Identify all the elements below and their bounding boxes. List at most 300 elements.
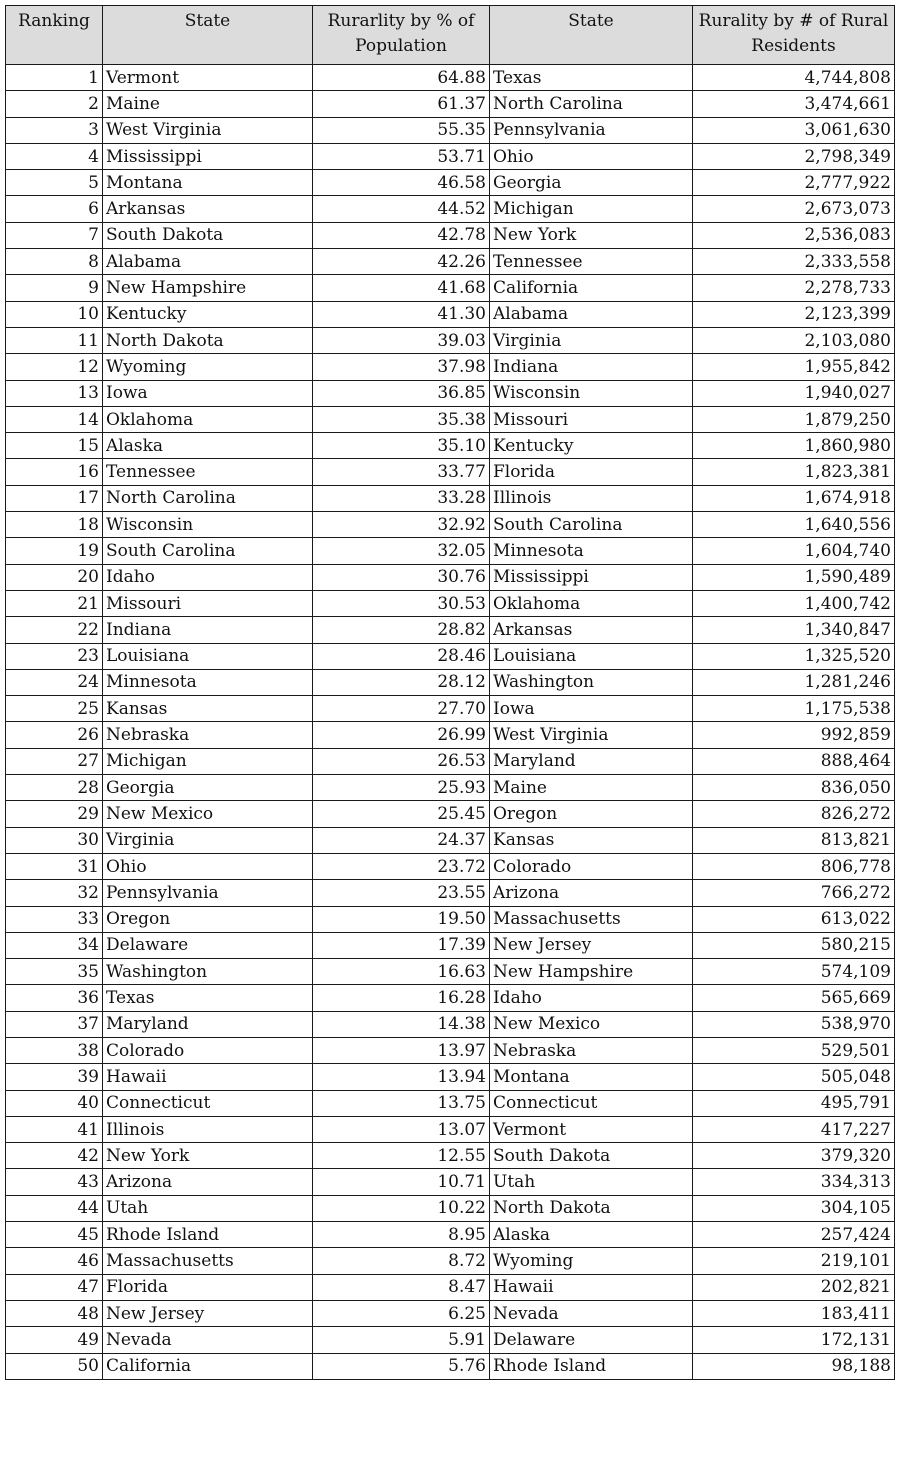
- rurality-num-cell: 2,103,080: [693, 327, 895, 353]
- rurality-num-cell: 826,272: [693, 801, 895, 827]
- rurality-num-cell: 574,109: [693, 959, 895, 985]
- state-by-num-cell: Tennessee: [490, 249, 693, 275]
- state-by-num-cell: Iowa: [490, 696, 693, 722]
- rurality-pct-cell: 25.45: [313, 801, 490, 827]
- rurality-num-cell: 1,281,246: [693, 669, 895, 695]
- rank-cell: 34: [6, 932, 103, 958]
- header-state-pct: State: [103, 6, 313, 65]
- state-by-pct-cell: Kentucky: [103, 301, 313, 327]
- state-by-pct-cell: Wisconsin: [103, 512, 313, 538]
- header-rurality-num: Rurality by # of Rural Residents: [693, 6, 895, 65]
- table-row: [6, 696, 895, 722]
- table-row: [6, 354, 895, 380]
- state-by-pct-cell: Vermont: [103, 65, 313, 91]
- table-row: [6, 433, 895, 459]
- state-by-pct-cell: Hawaii: [103, 1064, 313, 1090]
- header-state-num: State: [490, 6, 693, 65]
- rurality-pct-cell: 32.92: [313, 512, 490, 538]
- state-by-num-cell: Indiana: [490, 354, 693, 380]
- state-by-num-cell: Alabama: [490, 301, 693, 327]
- table-row: [6, 327, 895, 353]
- state-by-pct-cell: Illinois: [103, 1116, 313, 1142]
- table-row: [6, 669, 895, 695]
- rank-cell: 43: [6, 1169, 103, 1195]
- rurality-pct-cell: 64.88: [313, 65, 490, 91]
- rurality-num-cell: 2,798,349: [693, 143, 895, 169]
- state-by-num-cell: Ohio: [490, 143, 693, 169]
- state-by-pct-cell: Minnesota: [103, 669, 313, 695]
- rank-cell: 49: [6, 1327, 103, 1353]
- state-by-pct-cell: Nevada: [103, 1327, 313, 1353]
- rurality-num-cell: 4,744,808: [693, 65, 895, 91]
- state-by-num-cell: Massachusetts: [490, 906, 693, 932]
- rurality-pct-cell: 5.76: [313, 1353, 490, 1379]
- rurality-num-cell: 836,050: [693, 775, 895, 801]
- state-by-pct-cell: Ohio: [103, 853, 313, 879]
- state-by-pct-cell: Virginia: [103, 827, 313, 853]
- state-by-pct-cell: New Jersey: [103, 1300, 313, 1326]
- rurality-num-cell: 2,333,558: [693, 249, 895, 275]
- rank-cell: 22: [6, 617, 103, 643]
- rurality-num-cell: 417,227: [693, 1116, 895, 1142]
- rank-cell: 25: [6, 696, 103, 722]
- rank-cell: 42: [6, 1143, 103, 1169]
- rank-cell: 26: [6, 722, 103, 748]
- table-row: [6, 117, 895, 143]
- rurality-num-cell: 1,879,250: [693, 406, 895, 432]
- table-row: [6, 643, 895, 669]
- rurality-pct-cell: 25.93: [313, 775, 490, 801]
- state-by-pct-cell: Arizona: [103, 1169, 313, 1195]
- rurality-num-cell: 202,821: [693, 1274, 895, 1300]
- state-by-pct-cell: North Dakota: [103, 327, 313, 353]
- rank-cell: 40: [6, 1090, 103, 1116]
- table-row: [6, 143, 895, 169]
- rurality-pct-cell: 33.28: [313, 485, 490, 511]
- rank-cell: 44: [6, 1195, 103, 1221]
- state-by-pct-cell: Kansas: [103, 696, 313, 722]
- state-by-pct-cell: Nebraska: [103, 722, 313, 748]
- state-by-pct-cell: Michigan: [103, 748, 313, 774]
- table-row: [6, 65, 895, 91]
- state-by-num-cell: New Jersey: [490, 932, 693, 958]
- rurality-pct-cell: 44.52: [313, 196, 490, 222]
- rank-cell: 24: [6, 669, 103, 695]
- table-row: [6, 1037, 895, 1063]
- rurality-num-cell: 1,955,842: [693, 354, 895, 380]
- state-by-num-cell: Oklahoma: [490, 590, 693, 616]
- rurality-num-cell: 2,278,733: [693, 275, 895, 301]
- rurality-num-cell: 766,272: [693, 880, 895, 906]
- rurality-num-cell: 495,791: [693, 1090, 895, 1116]
- rurality-pct-cell: 35.38: [313, 406, 490, 432]
- state-by-num-cell: Pennsylvania: [490, 117, 693, 143]
- rurality-num-cell: 1,604,740: [693, 538, 895, 564]
- state-by-num-cell: Colorado: [490, 853, 693, 879]
- state-by-pct-cell: Washington: [103, 959, 313, 985]
- rurality-num-cell: 613,022: [693, 906, 895, 932]
- state-by-num-cell: Oregon: [490, 801, 693, 827]
- table-row: [6, 1090, 895, 1116]
- table-row: [6, 827, 895, 853]
- state-by-num-cell: Nevada: [490, 1300, 693, 1326]
- rurality-pct-cell: 32.05: [313, 538, 490, 564]
- rurality-num-cell: 3,474,661: [693, 91, 895, 117]
- table-row: [6, 512, 895, 538]
- rurality-pct-cell: 28.82: [313, 617, 490, 643]
- rurality-pct-cell: 24.37: [313, 827, 490, 853]
- rank-cell: 35: [6, 959, 103, 985]
- rank-cell: 31: [6, 853, 103, 879]
- rurality-num-cell: 3,061,630: [693, 117, 895, 143]
- rank-cell: 14: [6, 406, 103, 432]
- state-by-pct-cell: Montana: [103, 170, 313, 196]
- rank-cell: 4: [6, 143, 103, 169]
- table-row: [6, 1195, 895, 1221]
- rank-cell: 29: [6, 801, 103, 827]
- rurality-num-cell: 183,411: [693, 1300, 895, 1326]
- rank-cell: 39: [6, 1064, 103, 1090]
- rurality-pct-cell: 13.07: [313, 1116, 490, 1142]
- state-by-num-cell: Kentucky: [490, 433, 693, 459]
- state-by-pct-cell: Iowa: [103, 380, 313, 406]
- table-row: [6, 1143, 895, 1169]
- state-by-num-cell: Texas: [490, 65, 693, 91]
- rurality-pct-cell: 5.91: [313, 1327, 490, 1353]
- state-by-pct-cell: New Hampshire: [103, 275, 313, 301]
- rurality-num-cell: 379,320: [693, 1143, 895, 1169]
- table-row: [6, 91, 895, 117]
- rank-cell: 37: [6, 1011, 103, 1037]
- state-by-pct-cell: Utah: [103, 1195, 313, 1221]
- state-by-num-cell: New Hampshire: [490, 959, 693, 985]
- rurality-pct-cell: 23.72: [313, 853, 490, 879]
- state-by-num-cell: Wyoming: [490, 1248, 693, 1274]
- rank-cell: 5: [6, 170, 103, 196]
- state-by-pct-cell: New Mexico: [103, 801, 313, 827]
- state-by-pct-cell: Alaska: [103, 433, 313, 459]
- rurality-pct-cell: 42.26: [313, 249, 490, 275]
- rurality-num-cell: 219,101: [693, 1248, 895, 1274]
- state-by-num-cell: Michigan: [490, 196, 693, 222]
- state-by-pct-cell: Pennsylvania: [103, 880, 313, 906]
- table-row: [6, 1222, 895, 1248]
- rurality-pct-cell: 55.35: [313, 117, 490, 143]
- rurality-num-cell: 1,674,918: [693, 485, 895, 511]
- rurality-num-cell: 1,175,538: [693, 696, 895, 722]
- table-row: [6, 459, 895, 485]
- state-by-num-cell: Georgia: [490, 170, 693, 196]
- state-by-num-cell: Missouri: [490, 406, 693, 432]
- state-by-pct-cell: Georgia: [103, 775, 313, 801]
- rurality-num-cell: 806,778: [693, 853, 895, 879]
- rurality-num-cell: 1,325,520: [693, 643, 895, 669]
- rurality-pct-cell: 17.39: [313, 932, 490, 958]
- rank-cell: 47: [6, 1274, 103, 1300]
- rank-cell: 41: [6, 1116, 103, 1142]
- rurality-num-cell: 505,048: [693, 1064, 895, 1090]
- state-by-pct-cell: South Dakota: [103, 222, 313, 248]
- rurality-pct-cell: 26.53: [313, 748, 490, 774]
- state-by-pct-cell: Wyoming: [103, 354, 313, 380]
- rank-cell: 19: [6, 538, 103, 564]
- state-by-pct-cell: Florida: [103, 1274, 313, 1300]
- state-by-pct-cell: Colorado: [103, 1037, 313, 1063]
- rurality-pct-cell: 13.94: [313, 1064, 490, 1090]
- table-row: [6, 485, 895, 511]
- state-by-pct-cell: Texas: [103, 985, 313, 1011]
- rank-cell: 38: [6, 1037, 103, 1063]
- table-row: [6, 880, 895, 906]
- table-row: [6, 564, 895, 590]
- table-row: [6, 985, 895, 1011]
- state-by-num-cell: Idaho: [490, 985, 693, 1011]
- table-row: [6, 406, 895, 432]
- rurality-pct-cell: 6.25: [313, 1300, 490, 1326]
- rurality-pct-cell: 37.98: [313, 354, 490, 380]
- rurality-pct-cell: 61.37: [313, 91, 490, 117]
- rurality-num-cell: 334,313: [693, 1169, 895, 1195]
- rurality-num-cell: 1,640,556: [693, 512, 895, 538]
- rurality-num-cell: 2,123,399: [693, 301, 895, 327]
- state-by-pct-cell: Alabama: [103, 249, 313, 275]
- rurality-num-cell: 2,536,083: [693, 222, 895, 248]
- state-by-num-cell: Washington: [490, 669, 693, 695]
- rank-cell: 21: [6, 590, 103, 616]
- rank-cell: 3: [6, 117, 103, 143]
- rurality-num-cell: 1,823,381: [693, 459, 895, 485]
- state-by-pct-cell: Oregon: [103, 906, 313, 932]
- rank-cell: 11: [6, 327, 103, 353]
- rank-cell: 17: [6, 485, 103, 511]
- rank-cell: 15: [6, 433, 103, 459]
- rurality-pct-cell: 19.50: [313, 906, 490, 932]
- state-by-pct-cell: Idaho: [103, 564, 313, 590]
- table-row: [6, 1064, 895, 1090]
- rurality-num-cell: 580,215: [693, 932, 895, 958]
- state-by-pct-cell: Tennessee: [103, 459, 313, 485]
- table-body: [6, 65, 895, 1380]
- state-by-num-cell: Maryland: [490, 748, 693, 774]
- rank-cell: 50: [6, 1353, 103, 1379]
- state-by-pct-cell: Louisiana: [103, 643, 313, 669]
- rurality-num-cell: 992,859: [693, 722, 895, 748]
- rurality-pct-cell: 30.76: [313, 564, 490, 590]
- rank-cell: 28: [6, 775, 103, 801]
- rurality-num-cell: 98,188: [693, 1353, 895, 1379]
- table-row: [6, 801, 895, 827]
- rank-cell: 30: [6, 827, 103, 853]
- rurality-pct-cell: 10.22: [313, 1195, 490, 1221]
- rurality-pct-cell: 53.71: [313, 143, 490, 169]
- state-by-pct-cell: Rhode Island: [103, 1222, 313, 1248]
- table-row: [6, 275, 895, 301]
- table-row: [6, 1274, 895, 1300]
- rurality-pct-cell: 41.68: [313, 275, 490, 301]
- state-by-num-cell: New Mexico: [490, 1011, 693, 1037]
- rurality-num-cell: 257,424: [693, 1222, 895, 1248]
- table-row: [6, 1248, 895, 1274]
- table-row: [6, 538, 895, 564]
- rurality-pct-cell: 16.28: [313, 985, 490, 1011]
- rurality-pct-cell: 39.03: [313, 327, 490, 353]
- state-by-num-cell: Louisiana: [490, 643, 693, 669]
- table-row: [6, 748, 895, 774]
- rurality-pct-cell: 30.53: [313, 590, 490, 616]
- rurality-pct-cell: 46.58: [313, 170, 490, 196]
- table-row: [6, 196, 895, 222]
- header-row: [6, 6, 895, 65]
- table-row: [6, 249, 895, 275]
- rurality-pct-cell: 8.72: [313, 1248, 490, 1274]
- rurality-pct-cell: 8.47: [313, 1274, 490, 1300]
- table-row: [6, 906, 895, 932]
- table-row: [6, 1300, 895, 1326]
- rurality-pct-cell: 26.99: [313, 722, 490, 748]
- rurality-pct-cell: 28.46: [313, 643, 490, 669]
- rank-cell: 13: [6, 380, 103, 406]
- state-by-num-cell: Connecticut: [490, 1090, 693, 1116]
- rurality-pct-cell: 14.38: [313, 1011, 490, 1037]
- rank-cell: 8: [6, 249, 103, 275]
- rurality-pct-cell: 41.30: [313, 301, 490, 327]
- table-row: [6, 590, 895, 616]
- state-by-num-cell: Mississippi: [490, 564, 693, 590]
- rurality-pct-cell: 23.55: [313, 880, 490, 906]
- rurality-num-cell: 565,669: [693, 985, 895, 1011]
- table-row: [6, 1327, 895, 1353]
- state-by-num-cell: Illinois: [490, 485, 693, 511]
- table-row: [6, 1116, 895, 1142]
- state-by-pct-cell: Massachusetts: [103, 1248, 313, 1274]
- rank-cell: 6: [6, 196, 103, 222]
- rank-cell: 23: [6, 643, 103, 669]
- table-row: [6, 222, 895, 248]
- state-by-num-cell: South Carolina: [490, 512, 693, 538]
- state-by-num-cell: Maine: [490, 775, 693, 801]
- rurality-pct-cell: 10.71: [313, 1169, 490, 1195]
- rurality-pct-cell: 8.95: [313, 1222, 490, 1248]
- rank-cell: 27: [6, 748, 103, 774]
- state-by-num-cell: Montana: [490, 1064, 693, 1090]
- state-by-pct-cell: North Carolina: [103, 485, 313, 511]
- state-by-pct-cell: Oklahoma: [103, 406, 313, 432]
- table-row: [6, 1353, 895, 1379]
- table-row: [6, 722, 895, 748]
- rurality-num-cell: 813,821: [693, 827, 895, 853]
- table-row: [6, 1169, 895, 1195]
- rank-cell: 9: [6, 275, 103, 301]
- rurality-num-cell: 1,400,742: [693, 590, 895, 616]
- state-by-pct-cell: West Virginia: [103, 117, 313, 143]
- state-by-num-cell: Vermont: [490, 1116, 693, 1142]
- rurality-pct-cell: 27.70: [313, 696, 490, 722]
- rank-cell: 48: [6, 1300, 103, 1326]
- rank-cell: 46: [6, 1248, 103, 1274]
- rurality-num-cell: 1,340,847: [693, 617, 895, 643]
- state-by-num-cell: West Virginia: [490, 722, 693, 748]
- rank-cell: 18: [6, 512, 103, 538]
- state-by-pct-cell: Arkansas: [103, 196, 313, 222]
- table-row: [6, 380, 895, 406]
- rank-cell: 45: [6, 1222, 103, 1248]
- rank-cell: 1: [6, 65, 103, 91]
- state-by-num-cell: California: [490, 275, 693, 301]
- rurality-pct-cell: 13.75: [313, 1090, 490, 1116]
- rank-cell: 7: [6, 222, 103, 248]
- table-row: [6, 617, 895, 643]
- rurality-num-cell: 1,860,980: [693, 433, 895, 459]
- state-by-num-cell: North Carolina: [490, 91, 693, 117]
- state-by-num-cell: Florida: [490, 459, 693, 485]
- rurality-table: [5, 5, 895, 1380]
- rurality-pct-cell: 36.85: [313, 380, 490, 406]
- table-row: [6, 170, 895, 196]
- state-by-pct-cell: Mississippi: [103, 143, 313, 169]
- state-by-num-cell: Hawaii: [490, 1274, 693, 1300]
- state-by-num-cell: Arizona: [490, 880, 693, 906]
- state-by-num-cell: Alaska: [490, 1222, 693, 1248]
- rank-cell: 2: [6, 91, 103, 117]
- state-by-num-cell: Kansas: [490, 827, 693, 853]
- rank-cell: 16: [6, 459, 103, 485]
- rurality-num-cell: 1,940,027: [693, 380, 895, 406]
- state-by-num-cell: New York: [490, 222, 693, 248]
- state-by-num-cell: Rhode Island: [490, 1353, 693, 1379]
- rurality-pct-cell: 35.10: [313, 433, 490, 459]
- rank-cell: 33: [6, 906, 103, 932]
- rurality-pct-cell: 13.97: [313, 1037, 490, 1063]
- rurality-num-cell: 172,131: [693, 1327, 895, 1353]
- rank-cell: 36: [6, 985, 103, 1011]
- state-by-pct-cell: Maryland: [103, 1011, 313, 1037]
- header-rurality-pct: Rurarlity by % of Population: [313, 6, 490, 65]
- state-by-pct-cell: Maine: [103, 91, 313, 117]
- rurality-num-cell: 2,777,922: [693, 170, 895, 196]
- table-row: [6, 932, 895, 958]
- table-row: [6, 301, 895, 327]
- state-by-pct-cell: Missouri: [103, 590, 313, 616]
- rank-cell: 32: [6, 880, 103, 906]
- rurality-num-cell: 529,501: [693, 1037, 895, 1063]
- state-by-num-cell: North Dakota: [490, 1195, 693, 1221]
- state-by-pct-cell: Indiana: [103, 617, 313, 643]
- state-by-num-cell: Minnesota: [490, 538, 693, 564]
- state-by-num-cell: Nebraska: [490, 1037, 693, 1063]
- rurality-pct-cell: 12.55: [313, 1143, 490, 1169]
- rank-cell: 10: [6, 301, 103, 327]
- state-by-pct-cell: Delaware: [103, 932, 313, 958]
- table-row: [6, 853, 895, 879]
- state-by-num-cell: Wisconsin: [490, 380, 693, 406]
- rurality-pct-cell: 16.63: [313, 959, 490, 985]
- table-row: [6, 775, 895, 801]
- rurality-num-cell: 538,970: [693, 1011, 895, 1037]
- rurality-pct-cell: 42.78: [313, 222, 490, 248]
- state-by-pct-cell: South Carolina: [103, 538, 313, 564]
- table-row: [6, 1011, 895, 1037]
- state-by-pct-cell: New York: [103, 1143, 313, 1169]
- rank-cell: 12: [6, 354, 103, 380]
- state-by-num-cell: Utah: [490, 1169, 693, 1195]
- rurality-num-cell: 2,673,073: [693, 196, 895, 222]
- header-ranking: Ranking: [6, 6, 103, 65]
- state-by-num-cell: Delaware: [490, 1327, 693, 1353]
- rurality-num-cell: 1,590,489: [693, 564, 895, 590]
- state-by-pct-cell: Connecticut: [103, 1090, 313, 1116]
- rurality-pct-cell: 28.12: [313, 669, 490, 695]
- state-by-pct-cell: California: [103, 1353, 313, 1379]
